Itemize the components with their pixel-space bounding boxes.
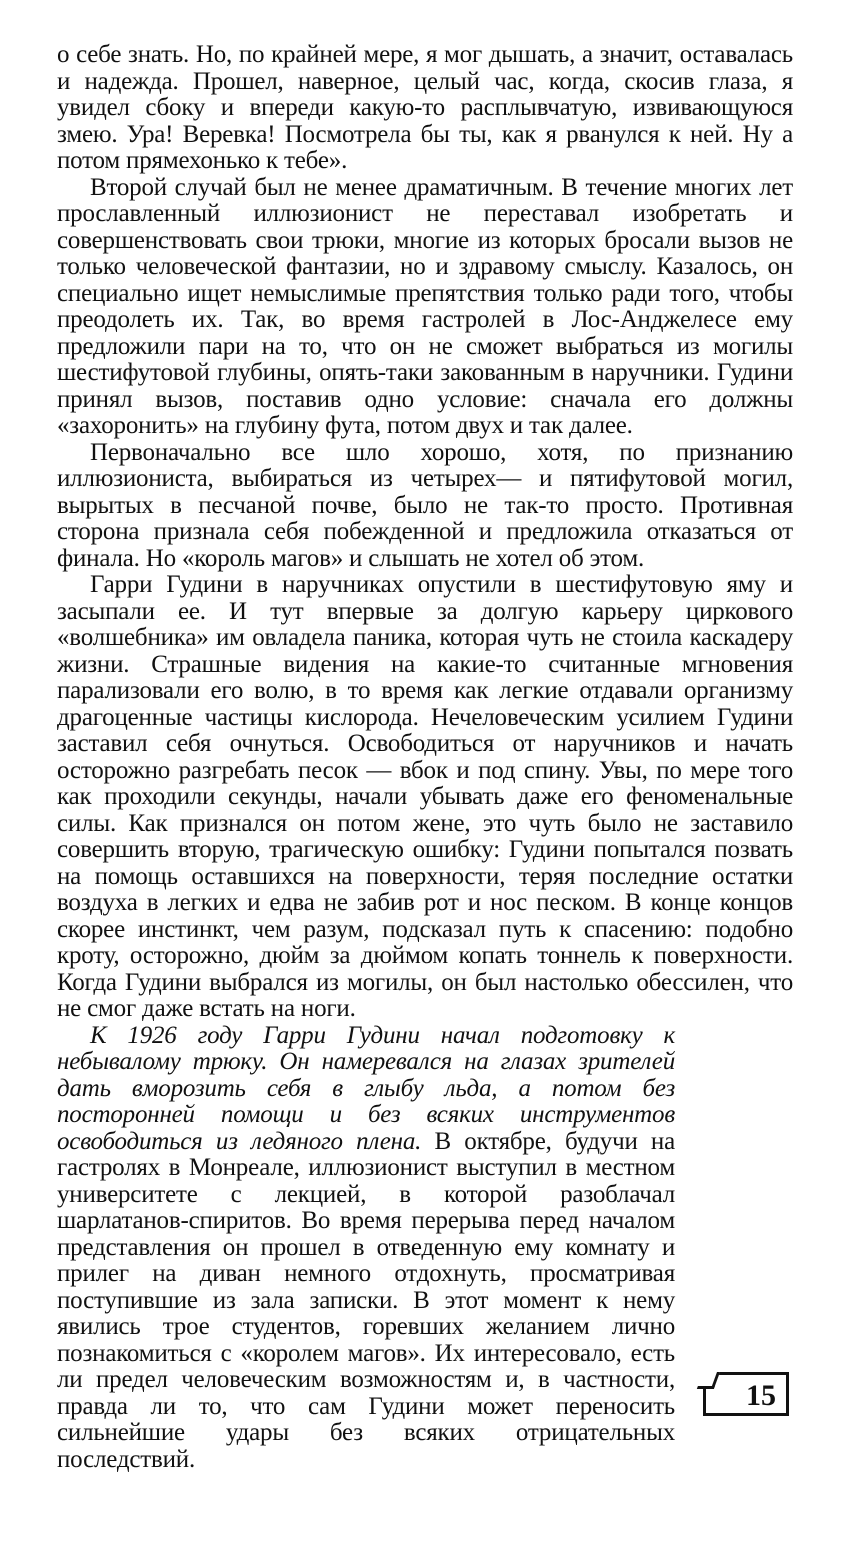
paragraph-3: Первоначально все шло хорошо, хотя, по признанию иллюзиониста, выбираться из четырех— и пятифутовой могил, вырытых в песчаной почве, было не так-то просто. Противная сторона признала себя побежденной и предложила отказаться от финала. Но «король магов» и слышать не хотел об этом. [57,438,793,572]
paragraph-1: о себе знать. Но, по крайней мере, я мог дышать, а значит, оставалась и надежда. Прошел, наверное, целый час, когда, скосив глаза, я увидел сбоку и впереди какую-то расплывчатую, извивающуюся змею. Ура! Веревка! Посмотрела бы ты, как я рванулся к ней. Ну а потом прямехонько к тебе». [57,41,793,174]
page-number: 15 [746,1379,776,1412]
page-number-frame [703,1372,789,1416]
paragraph-2: Второй случай был не менее драматичным. В течение многих лет прославленный иллюзионист не переставал изобретать и совершенствовать свои трюки, многие из которых бросали вызов не только человеческой фантазии, но и здравому смыслу. Казалось, он специально ищет немыслимые препятствия только ради того, чтобы преодолеть их. Так, во время гастролей в Лос-Анджелесе ему предложили пари на то, что он не сможет выбраться из могилы шестифутовой глубины, опять-таки закованным в наручники. Гудини принял вызов, поставив одно условие: сначала его должны «захоронить» на глубину фута, потом двух и так далее. [57,173,793,439]
paragraph-5-body: В октябре, будучи на гастролях в Монреале, иллюзионист выступил в местном университете с лекцией, в которой разоблачал шарлатанов-спиритов. Во время перерыва перед началом представления он прошел в отведенную ему комнату и прилег на диван немного отдохнуть, просматривая поступившие из зала записки. В этот момент к нему явились трое студентов, горевших желанием лично познакомиться с «королем магов». Их интересовало, есть ли предел человеческим возможностям и, в частности, правда ли то, что сам Гудини может переносить сильнейшие удары без всяких отрицательных последствий. [57,1127,675,1473]
paragraph-4: Гарри Гудини в наручниках опустили в шестифутовую яму и засыпали ее. И тут впервые за долгую карьеру циркового «волшебника» им овладела паника, которая чуть не стоила каскадеру жизни. Страшные видения на какие-то считанные мгновения парализовали его волю, в то время как легкие отдавали организму драгоценные частицы кислорода. Нечеловеческим усилием Гудини заставил себя очнуться. Освободиться от наручников и начать осторожно разгребать песок — вбок и под спину. Увы, по мере того как проходили секунды, начали убывать даже его феноменальные силы. Как признался он потом жене, это чуть было не заставило совершить вторую, трагическую ошибку: Гудини попытался позвать на помощь оставшихся на поверхности, теряя последние остатки воздуха в легких и едва не забив рот и нос песком. В конце концов скорее инстинкт, чем разум, подсказал путь к спасению: подобно кроту, осторожно, дюйм за дюймом копать тоннель к поверхности. Когда Гудини выбрался из могилы, он был настолько обессилен, что не смог даже встать на ноги. [57,571,793,1022]
paragraph-5 [57,1023,793,1474]
paragraph-5-italic-lead: К 1926 году Гарри Гудини начал подготовку к небывалому трюку. Он намеревался на глазах зрителей дать вморозить себя в глыбу льда, а потом без посторонней помощи и без всяких инструментов освободиться из ледяного плена. [57,1021,675,1155]
page-text [57,42,793,1473]
